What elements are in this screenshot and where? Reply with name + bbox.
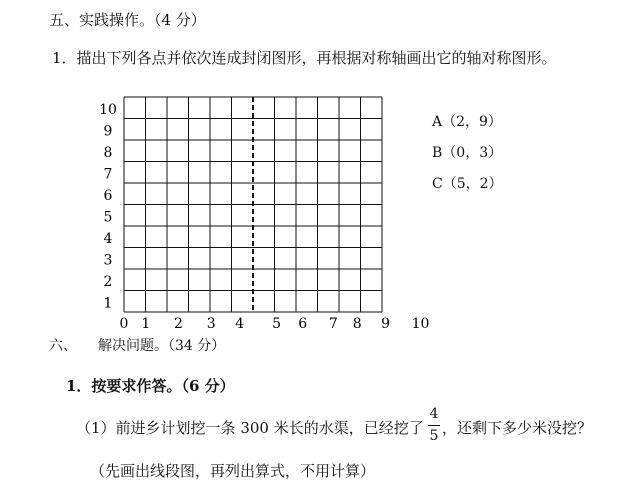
y-tick-label: 2 <box>103 274 113 290</box>
problem-1-note: （先画出线段图，再列出算式，不用计算） <box>90 462 376 480</box>
axis-labels <box>99 102 429 332</box>
fraction-numerator: 4 <box>429 406 439 422</box>
x-tick-label: 6 <box>298 316 308 332</box>
x-tick-label: 0 <box>119 316 129 332</box>
fraction-denominator: 5 <box>429 428 439 444</box>
y-tick-label: 7 <box>103 166 113 183</box>
x-tick-label: 4 <box>235 316 245 332</box>
y-tick-label: 3 <box>103 252 113 269</box>
y-tick-label: 5 <box>103 209 113 226</box>
y-tick-label: 9 <box>103 123 113 140</box>
x-tick-label: 7 <box>328 316 338 332</box>
point-c-label: C（5，2） <box>432 176 503 192</box>
section6-number: 六、 <box>49 338 77 354</box>
problem-1-suffix: ，还剩下多少米没挖？ <box>442 419 593 437</box>
subsection-1-heading: 1．按要求作答。（6 分） <box>66 377 235 395</box>
x-tick-label: 1 <box>141 316 151 332</box>
x-tick-label: 5 <box>272 316 282 332</box>
y-tick-label: 6 <box>103 188 113 204</box>
problem-1-prefix: （1）前进乡计划挖一条 300 米长的水渠，已经挖了 <box>76 419 424 437</box>
x-tick-label: 10 <box>411 316 430 332</box>
section6-heading: 解决问题。（34 分） <box>98 338 226 354</box>
question-1-instruction: 1．描出下列各点并依次连成封闭图形，再根据对称轴画出它的轴对称图形。 <box>52 49 557 67</box>
grid-lines <box>124 97 382 312</box>
point-b-label: B（0，3） <box>432 145 503 161</box>
section5-heading: 五、实践操作。（4 分） <box>49 11 206 29</box>
point-a-label: A（2，9） <box>432 114 502 130</box>
y-tick-label: 1 <box>103 295 113 312</box>
x-tick-label: 8 <box>352 316 362 332</box>
y-tick-label: 4 <box>103 231 113 247</box>
y-tick-label: 8 <box>103 145 113 161</box>
y-tick-label: 10 <box>99 102 117 118</box>
fraction-bar <box>428 425 440 426</box>
x-tick-label: 2 <box>174 316 183 332</box>
x-tick-label: 3 <box>206 316 216 332</box>
x-tick-label: 9 <box>381 316 391 332</box>
